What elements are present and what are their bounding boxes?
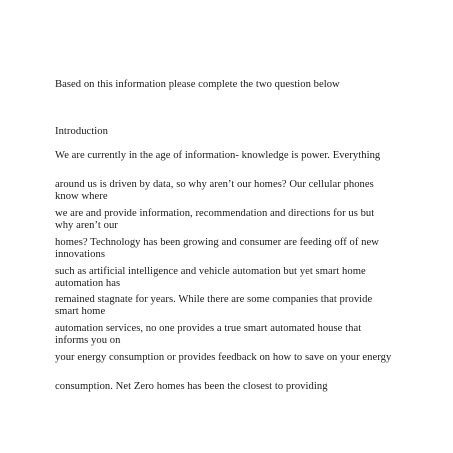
body-paragraph: we are and provide information, recommendation and directions for us but why aren’t our xyxy=(55,208,375,232)
body-paragraph: remained stagnate for years. While there are some companies that provide smart home xyxy=(55,294,373,318)
section-heading: Introduction xyxy=(55,126,108,137)
body-paragraph: homes? Technology has been growing and consumer are feeding off of new innovations xyxy=(55,237,379,261)
body-paragraph: such as artificial intelligence and vehicle automation but yet smart home automation has xyxy=(55,266,366,290)
instruction-text: Based on this information please complete the two question below xyxy=(55,79,340,90)
body-paragraph: We are currently in the age of information- knowledge is power. Everything xyxy=(55,150,381,161)
body-paragraph: consumption. Net Zero homes has been the closest to providing xyxy=(55,381,328,392)
body-paragraph: your energy consumption or provides feedback on how to save on your energy xyxy=(55,352,392,363)
body-paragraph: around us is driven by data, so why aren’t our homes? Our cellular phones know where xyxy=(55,179,374,203)
body-paragraph: automation services, no one provides a true smart automated house that informs you on xyxy=(55,323,362,347)
